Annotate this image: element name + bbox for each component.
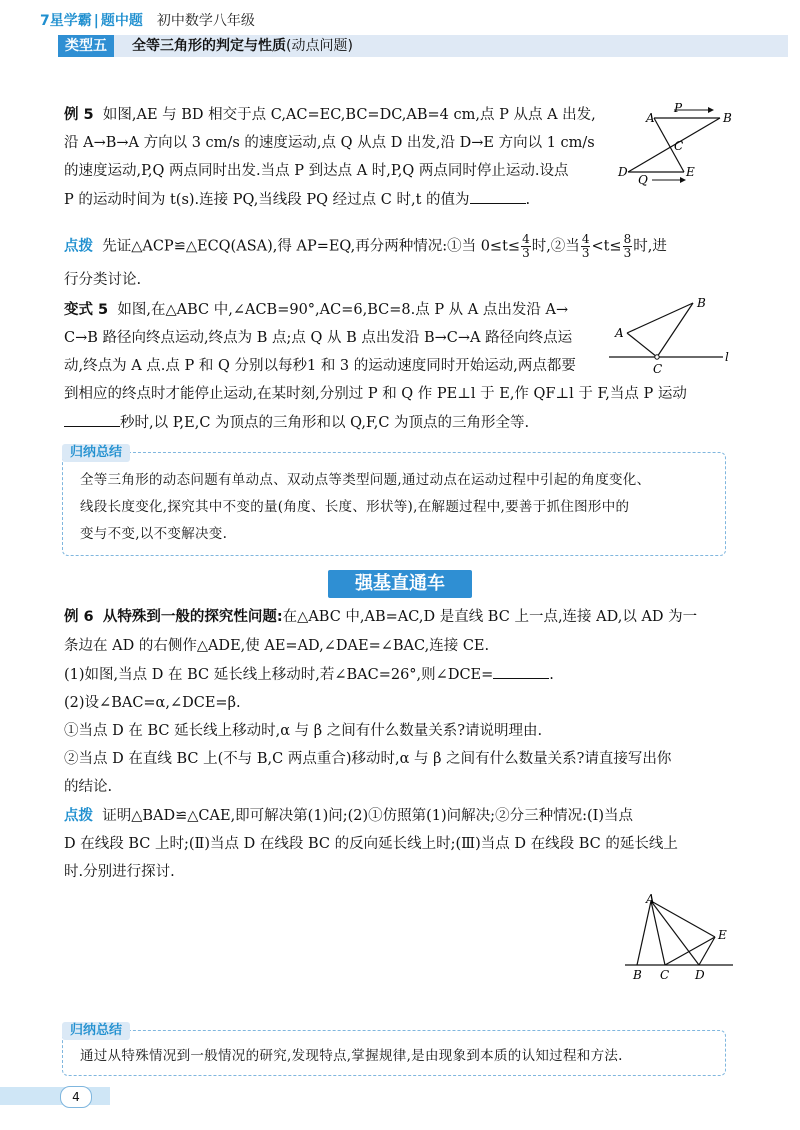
fraction-1	[521, 233, 531, 260]
answer-blank-3	[493, 664, 549, 679]
hint5-line-1	[64, 233, 667, 260]
fig2-label-b: B	[697, 296, 706, 310]
page-number: 4	[60, 1086, 92, 1108]
fraction-2	[581, 233, 591, 260]
fig1-label-q: Q	[638, 173, 648, 187]
var5-text-5: 秒时,以 P,E,C 为顶点的三角形和以 Q,F,C 为顶点的三角形全等.	[120, 415, 530, 431]
ex6-heading: 从特殊到一般的探究性问题:	[102, 609, 283, 625]
brand-name: 7星学霸	[40, 13, 92, 29]
section-title-text: 全等三角形的判定与性质	[132, 38, 286, 54]
summary-tag-2: 归纳总结	[62, 1022, 130, 1040]
segment-ae	[651, 901, 715, 937]
ex5-text-4: P 的运动时间为 t(s).连接 PQ,当线段 PQ 经过点 C 时,t 的值为	[64, 192, 470, 208]
frac2-num: 4	[581, 232, 590, 246]
ex6-line-6: ②当点 D 在直线 BC 上(不与 B,C 两点重合)移动时,α 与 β 之间有什么数量关系?请直接写出你	[64, 751, 672, 767]
fraction-3	[623, 233, 633, 260]
summary2-line-1: 通过从特殊情况到一般情况的研究,发现特点,掌握规律,是由现象到本质的认知过程和方法.	[80, 1048, 623, 1064]
ex5-text-4-end: .	[525, 192, 531, 208]
summary1-line-3: 变与不变,以不变解决变.	[80, 526, 228, 542]
fig3-label-b: B	[633, 968, 642, 982]
ex6-text-1: 在△ABC 中,AB=AC,D 是直线 BC 上一点,连接 AD,以 AD 为一	[282, 609, 698, 625]
brand-separator: |	[93, 13, 99, 29]
brand-header	[40, 10, 255, 30]
p-arrowhead	[708, 107, 714, 113]
grade-label: 初中数学八年级	[156, 13, 255, 29]
series-name: 题中题	[100, 13, 143, 29]
var5-line-1	[64, 300, 568, 320]
hint5-text-c: <t≤	[591, 238, 622, 255]
answer-blank-2	[64, 412, 120, 427]
hint5-text-a: 先证△ACP≌△ECQ(ASA),得 AP=EQ,再分两种情况:①当 0≤t≤	[102, 238, 521, 255]
fig3-label-a: A	[646, 893, 655, 906]
summary1-line-2: 线段长度变化,探究其中不变的量(角度、长度、形状等),在解题过程中,要善于抓住图形中的	[80, 499, 630, 515]
ex5-text-1: 如图,AE 与 BD 相交于点 C,AC=EC,BC=DC,AB=4 cm,点 P 从点 A 出发,	[102, 107, 596, 123]
fig2-label-c: C	[653, 362, 663, 376]
ex6-line-4: (2)设∠BAC=α,∠DCE=β.	[64, 695, 241, 711]
fig1-label-d: D	[618, 165, 628, 179]
ex5-line-4	[64, 189, 530, 210]
var5-line-2: C→B 路径向终点运动,终点为 B 点;点 Q 从 B 点出发沿 B→C→A 路径向终点运	[64, 330, 573, 346]
var5-line-4: 到相应的终点时才能停止运动,在某时刻,分别过 P 和 Q 作 PE⊥l 于 E,作 QF⊥l 于 F,当点 P 运动	[64, 386, 687, 402]
ex6-label: 例 6	[64, 609, 94, 625]
section-title	[132, 35, 353, 57]
hint6-label: 点拨	[64, 808, 93, 824]
segment-ac	[627, 333, 657, 357]
figure-var5	[605, 295, 735, 380]
footer-bar	[0, 1087, 110, 1105]
answer-blank	[470, 189, 526, 204]
hint5-line-2: 行分类讨论.	[64, 272, 142, 288]
ex6-line-3	[64, 664, 554, 685]
hint6-line-3: 时.分别进行探讨.	[64, 864, 175, 880]
fig2-label-a: A	[615, 326, 624, 340]
ex5-line-1	[64, 105, 596, 125]
section-subtitle: (动点问题)	[286, 38, 353, 54]
fig1-label-p: P	[674, 101, 683, 115]
fig1-label-e: E	[686, 165, 695, 179]
section-tag: 类型五	[58, 35, 114, 57]
ex5-label: 例 5	[64, 107, 94, 123]
hint6-line-2: D 在线段 BC 上时;(Ⅱ)当点 D 在线段 BC 的反向延长线上时;(Ⅲ)当点 D 在线段 BC 的延长线上	[64, 836, 678, 852]
fig2-label-l: l	[725, 350, 729, 364]
fig3-label-c: C	[660, 968, 670, 982]
ex6-text-3-end: .	[549, 667, 554, 683]
ex6-line-2: 条边在 AD 的右侧作△ADE,使 AE=AD,∠DAE=∠BAC,连接 CE.	[64, 638, 490, 654]
var5-label: 变式 5	[64, 302, 109, 318]
fig3-label-d: D	[695, 968, 705, 982]
segment-ab	[637, 901, 651, 965]
frac3-den: 3	[623, 246, 632, 260]
ex6-line-7: 的结论.	[64, 779, 113, 795]
var5-line-3: 动,终点为 A 点.点 P 和 Q 分别以每秒1 和 3 的运动速度同时开始运动,两点都要	[64, 358, 576, 374]
frac1-num: 4	[522, 232, 530, 246]
fig1-label-b: B	[723, 111, 732, 125]
var5-text-1: 如图,在△ABC 中,∠ACB=90°,AC=6,BC=8.点 P 从 A 点出发沿 A→	[117, 302, 569, 318]
hint5-text-b: 时,②当	[531, 238, 580, 255]
hint5-text-d: 时,进	[633, 238, 667, 255]
hint6-text-1: 证明△BAD≌△CAE,即可解决第(1)问;(2)①仿照第(1)问解决;②分三种情况:(Ⅰ)当点	[102, 808, 633, 824]
hint5-label: 点拨	[64, 238, 93, 255]
point-c	[655, 355, 659, 359]
fig3-label-e: E	[718, 928, 727, 942]
figure-ex5	[608, 100, 740, 190]
ex5-line-2: 沿 A→B→A 方向以 3 cm/s 的速度运动,点 Q 从点 D 出发,沿 D→E 方向以 1 cm/s	[64, 135, 595, 151]
fig1-label-c: C	[674, 139, 684, 153]
ex6-line-1	[64, 607, 697, 627]
summary-tag-1: 归纳总结	[62, 444, 130, 462]
figure-ex6	[615, 893, 735, 983]
ex5-line-3: 的速度运动,P,Q 两点同时出发.当点 P 到达点 A 时,P,Q 两点同时停止运动.设点	[64, 163, 569, 179]
var5-line-5	[64, 412, 529, 433]
strong-foundation-tag: 强基直通车	[328, 570, 472, 598]
summary1-line-1: 全等三角形的动态问题有单动点、双动点等类型问题,通过动点在运动过程中引起的角度变化、	[80, 472, 651, 488]
fig1-label-a: A	[646, 111, 655, 125]
frac1-den: 3	[522, 246, 530, 260]
frac3-num: 8	[623, 232, 632, 246]
ex6-text-3: (1)如图,当点 D 在 BC 延长线上移动时,若∠BAC=26°,则∠DCE=	[64, 667, 494, 683]
frac2-den: 3	[581, 246, 590, 260]
ex6-line-5: ①当点 D 在 BC 延长线上移动时,α 与 β 之间有什么数量关系?请说明理由.	[64, 723, 543, 739]
hint6-line-1	[64, 806, 633, 826]
